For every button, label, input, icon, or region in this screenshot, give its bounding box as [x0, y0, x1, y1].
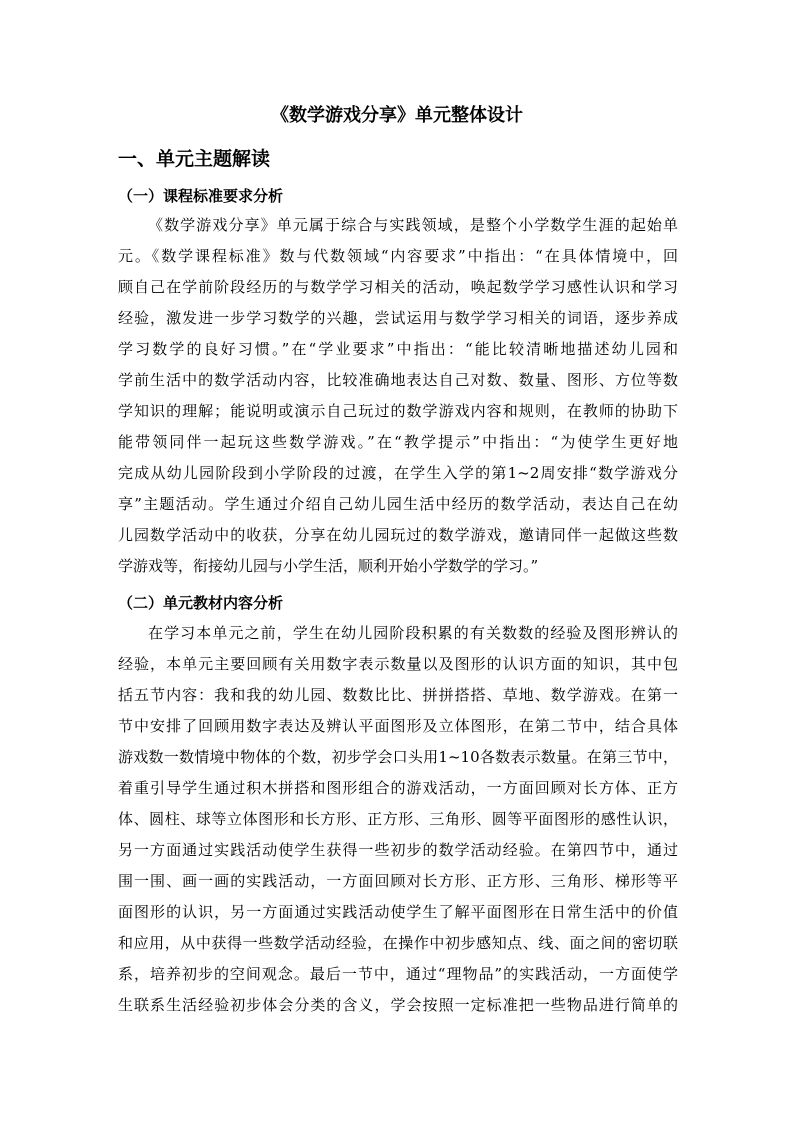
paragraph-line: 和应用，从中获得一些数学活动经验，在操作中初步感知点、线、面之间的密切联: [118, 934, 678, 952]
paragraph-line: 节中安排了回顾用数字表达及辨认平面图形及立体图形，在第二节中，结合具体: [118, 717, 678, 735]
paragraph-line: 能带领同伴一起玩这些数学游戏。”在“教学提示”中指出：“为使学生更好地: [118, 433, 678, 451]
paragraph-line: 游戏数一数情境中物体的个数，初步学会口头用1~10各数表示数量。在第三节中，: [118, 748, 678, 766]
document-title: 《数学游戏分享》单元整体设计: [271, 105, 523, 126]
paragraph-line: 顾自己在学前阶段经历的与数学学习相关的活动，唤起数学学习感性认识和学习: [118, 278, 678, 296]
paragraph-line: 完成从幼儿园阶段到小学阶段的过渡，在学生入学的第1~2周安排“数学游戏分: [118, 464, 678, 482]
paragraph-line: 面图形的认识，另一方面通过实践活动使学生了解平面图形在日常生活中的价值: [118, 903, 678, 921]
paragraph-line: 生联系生活经验初步体会分类的含义，学会按照一定标准把一些物品进行简单的: [118, 996, 678, 1014]
paragraph-line: 学习数学的良好习惯。”在“学业要求”中指出：“能比较清晰地描述幼儿园和: [118, 340, 678, 358]
paragraph-line: 系，培养初步的空间观念。最后一节中，通过“理物品”的实践活动，一方面使学: [118, 965, 678, 983]
paragraph-line: 着重引导学生通过积木拼搭和图形组合的游戏活动，一方面回顾对长方体、正方: [118, 779, 678, 797]
subsection-heading-curriculum-standards: （一）课程标准要求分析: [118, 187, 284, 205]
paragraph-line: 经验，激发进一步学习数学的兴趣，尝试运用与数学学习相关的词语，逐步养成: [118, 309, 678, 327]
paragraph-line: 在学习本单元之前，学生在幼儿园阶段积累的有关数数的经验及图形辨认的: [148, 624, 678, 642]
section-heading-theme-interpretation: 一、单元主题解读: [118, 148, 271, 170]
paragraph-line: 儿园数学活动中的收获，分享在幼儿园玩过的数学游戏，邀请同伴一起做这些数: [118, 526, 678, 544]
paragraph-line: 经验，本单元主要回顾有关用数字表示数量以及图形的认识方面的知识，其中包: [118, 655, 678, 673]
paragraph-curriculum-standards: [118, 210, 678, 582]
paragraph-line: 《数学游戏分享》单元属于综合与实践领域，是整个小学数学生涯的起始单: [148, 216, 678, 234]
paragraph-line: 学游戏等，衔接幼儿园与小学生活，顺利开始小学数学的学习。”: [118, 557, 539, 575]
paragraph-line: 围一围、画一画的实践活动，一方面回顾对长方形、正方形、三角形、梯形等平: [118, 872, 678, 890]
paragraph-line: 学前生活中的数学活动内容，比较准确地表达自己对数、数量、图形、方位等数: [118, 371, 678, 389]
subsection-heading-textbook-content: （二）单元教材内容分析: [118, 594, 284, 612]
paragraph-line: 元。《数学课程标准》数与代数领域“内容要求”中指出：“在具体情境中，回: [118, 247, 678, 265]
paragraph-line: 享”主题活动。学生通过介绍自己幼儿园生活中经历的数学活动，表达自己在幼: [118, 495, 678, 513]
paragraph-textbook-content: [118, 618, 678, 1021]
paragraph-line: 学知识的理解；能说明或演示自己玩过的数学游戏内容和规则，在教师的协助下: [118, 402, 678, 420]
paragraph-line: 括五节内容：我和我的幼儿园、数数比比、拼拼搭搭、草地、数学游戏。在第一: [118, 686, 678, 704]
paragraph-line: 体、圆柱、球等立体图形和长方形、正方形、三角形、圆等平面图形的感性认识，: [118, 810, 678, 828]
paragraph-line: 另一方面通过实践活动使学生获得一些初步的数学活动经验。在第四节中，通过: [118, 841, 678, 859]
